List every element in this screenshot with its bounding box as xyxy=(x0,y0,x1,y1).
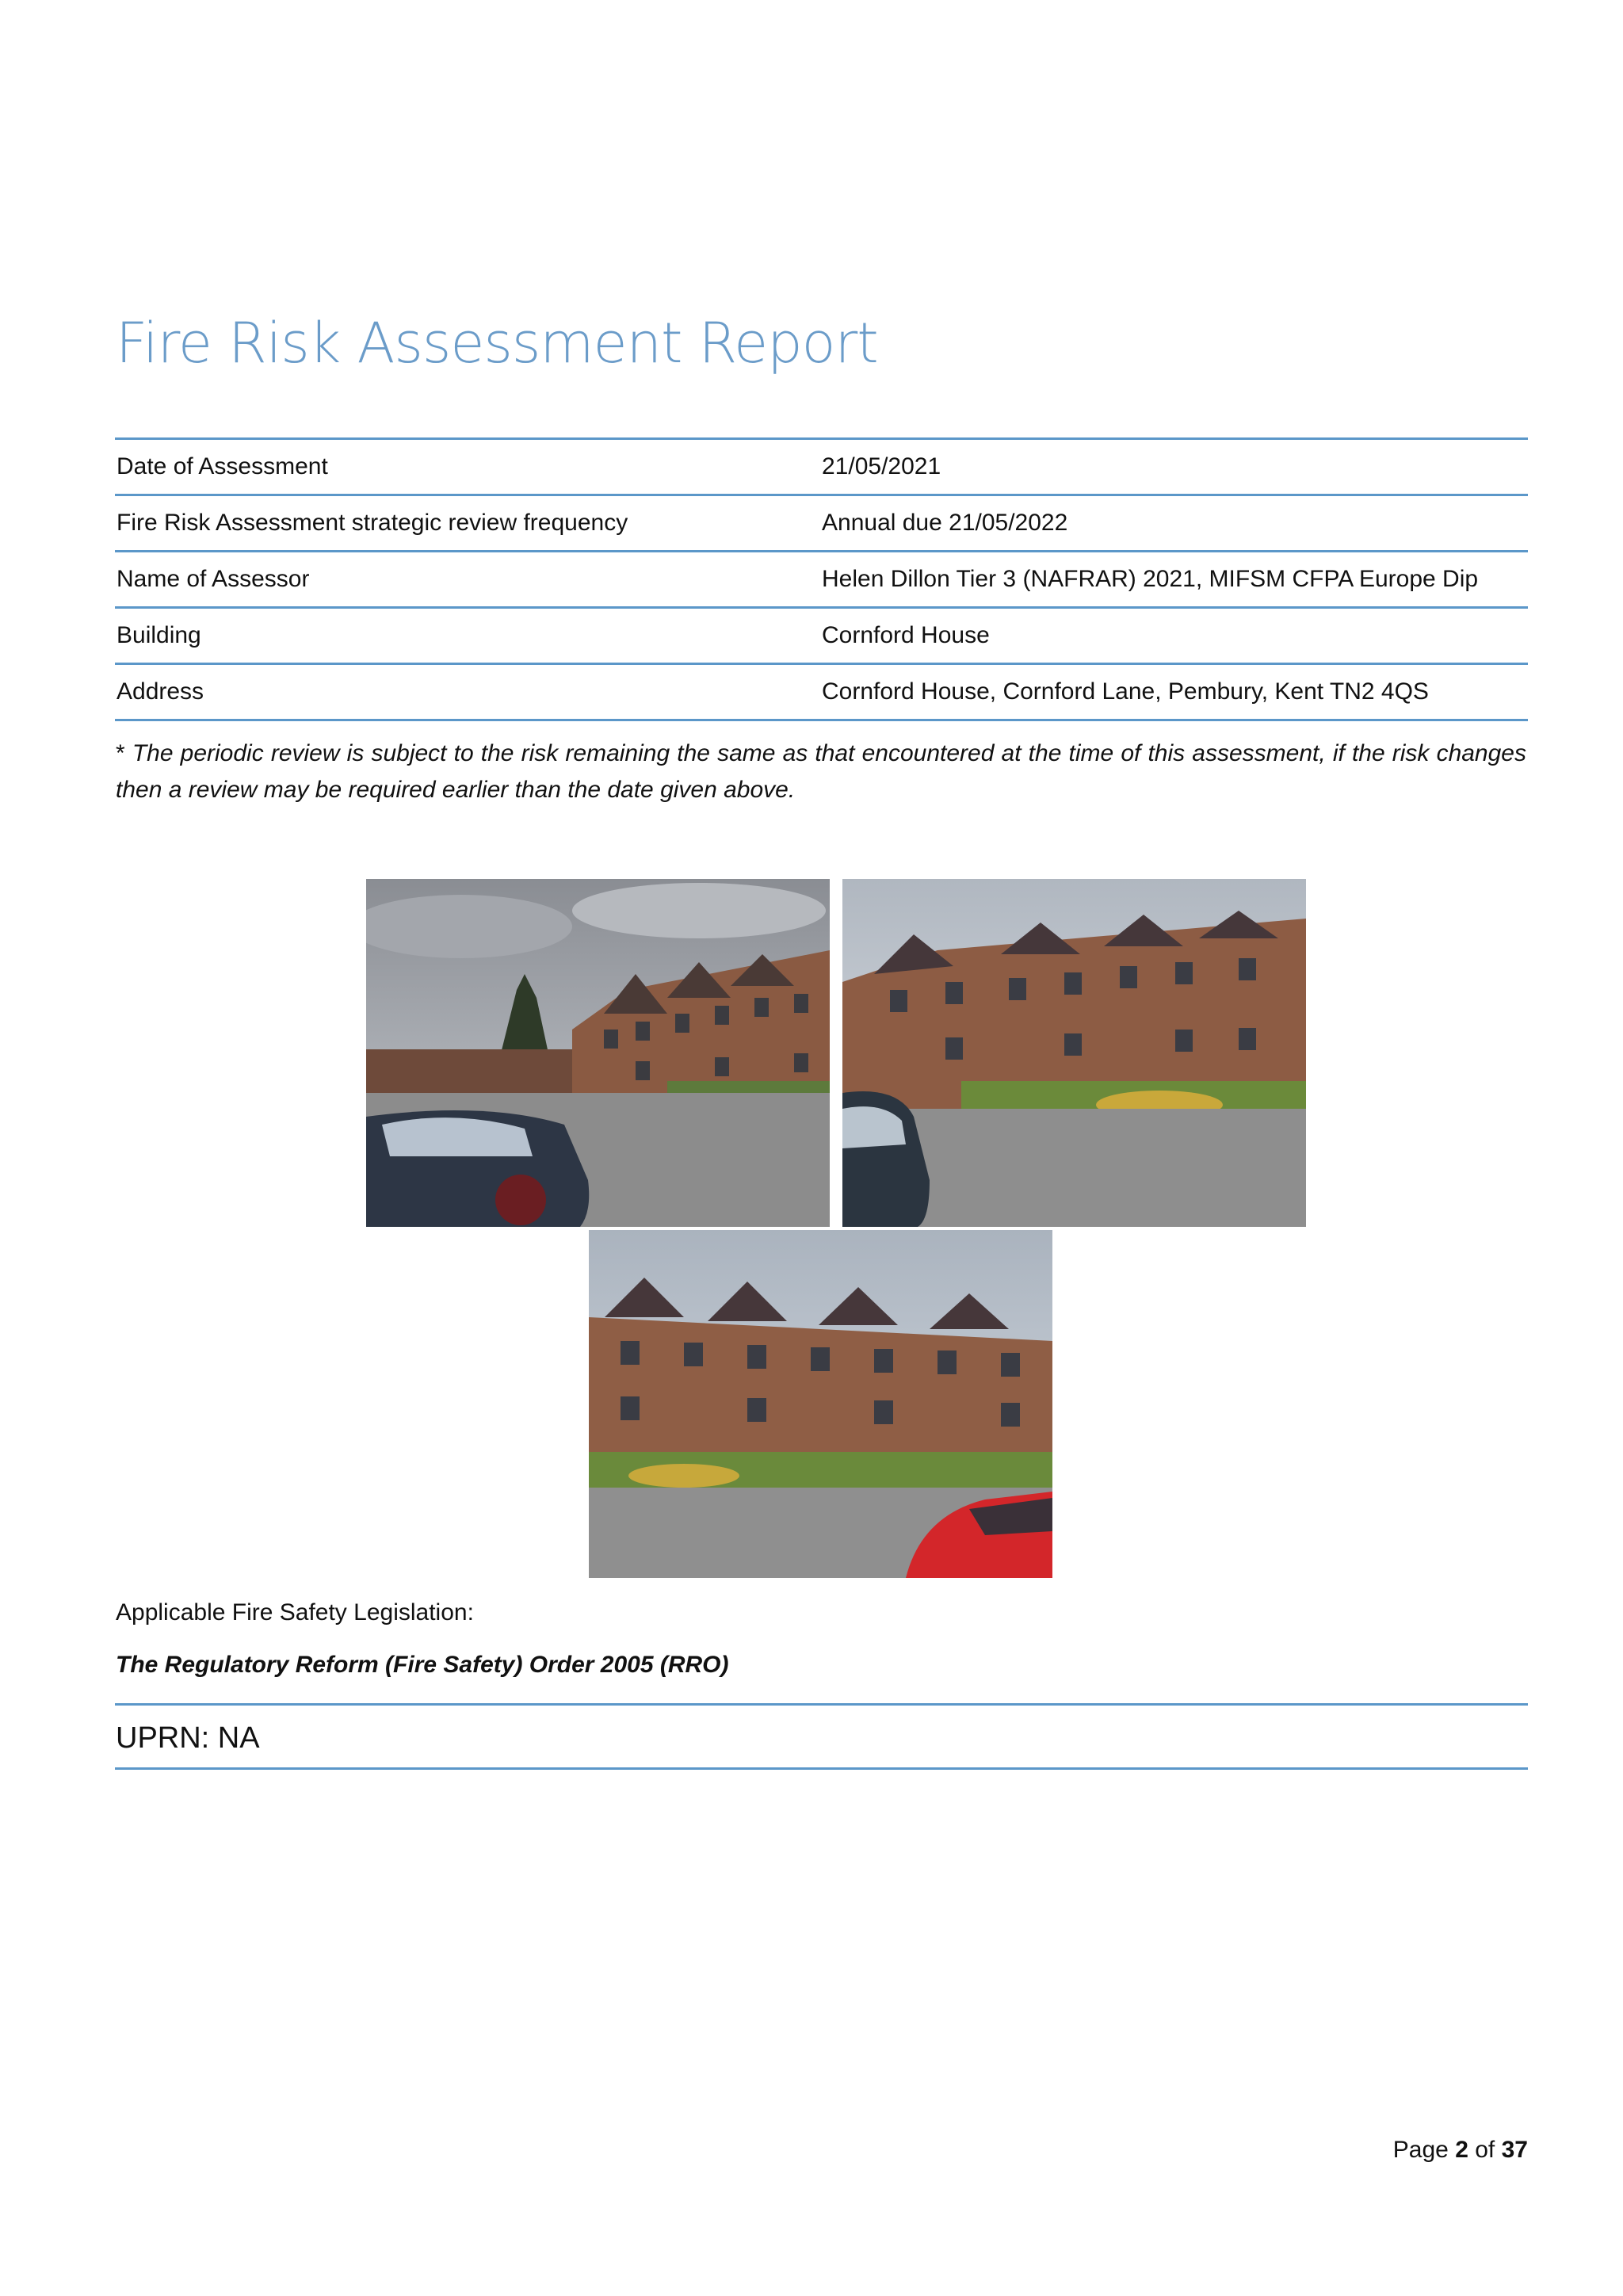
table-row xyxy=(115,439,1528,495)
page-title: Fire Risk Assessment Report xyxy=(116,311,878,376)
table-row xyxy=(115,664,1528,720)
row-label: Name of Assessor xyxy=(115,552,820,608)
divider xyxy=(115,1703,1528,1706)
note-asterisk: * xyxy=(116,740,132,766)
row-label: Fire Risk Assessment strategic review frequency xyxy=(115,495,820,552)
page-current: 2 xyxy=(1455,2137,1468,2163)
table-row xyxy=(115,608,1528,664)
legislation-label: Applicable Fire Safety Legislation: xyxy=(116,1599,474,1626)
row-value: Cornford House, Cornford Lane, Pembury, Kent TN2 4QS xyxy=(820,664,1528,720)
row-value: Cornford House xyxy=(820,608,1528,664)
table-row xyxy=(115,495,1528,552)
uprn-text: UPRN: NA xyxy=(116,1721,260,1755)
row-label: Date of Assessment xyxy=(115,439,820,495)
page-prefix: Page xyxy=(1392,2137,1449,2163)
row-value: 21/05/2021 xyxy=(820,439,1528,495)
building-photo-3 xyxy=(589,1230,1052,1578)
note-text: The periodic review is subject to the risk remaining the same as that encountered at the time of this assessment, if the risk changes then a review may be required earlier than the date given above. xyxy=(116,740,1526,803)
assessment-info-table xyxy=(115,437,1528,721)
row-value: Helen Dillon Tier 3 (NAFRAR) 2021, MIFSM CFPA Europe Dip xyxy=(820,552,1528,608)
page-of: of xyxy=(1475,2137,1495,2163)
table-row xyxy=(115,552,1528,608)
row-value: Annual due 21/05/2022 xyxy=(820,495,1528,552)
divider xyxy=(115,1767,1528,1770)
legislation-name: The Regulatory Reform (Fire Safety) Order 2005 (RRO) xyxy=(116,1652,729,1678)
building-photo-1 xyxy=(366,879,830,1227)
review-note xyxy=(116,735,1526,808)
row-label: Address xyxy=(115,664,820,720)
page-total: 37 xyxy=(1501,2137,1528,2163)
building-photo-2 xyxy=(842,879,1306,1227)
row-label: Building xyxy=(115,608,820,664)
page-number xyxy=(1393,2137,1528,2164)
